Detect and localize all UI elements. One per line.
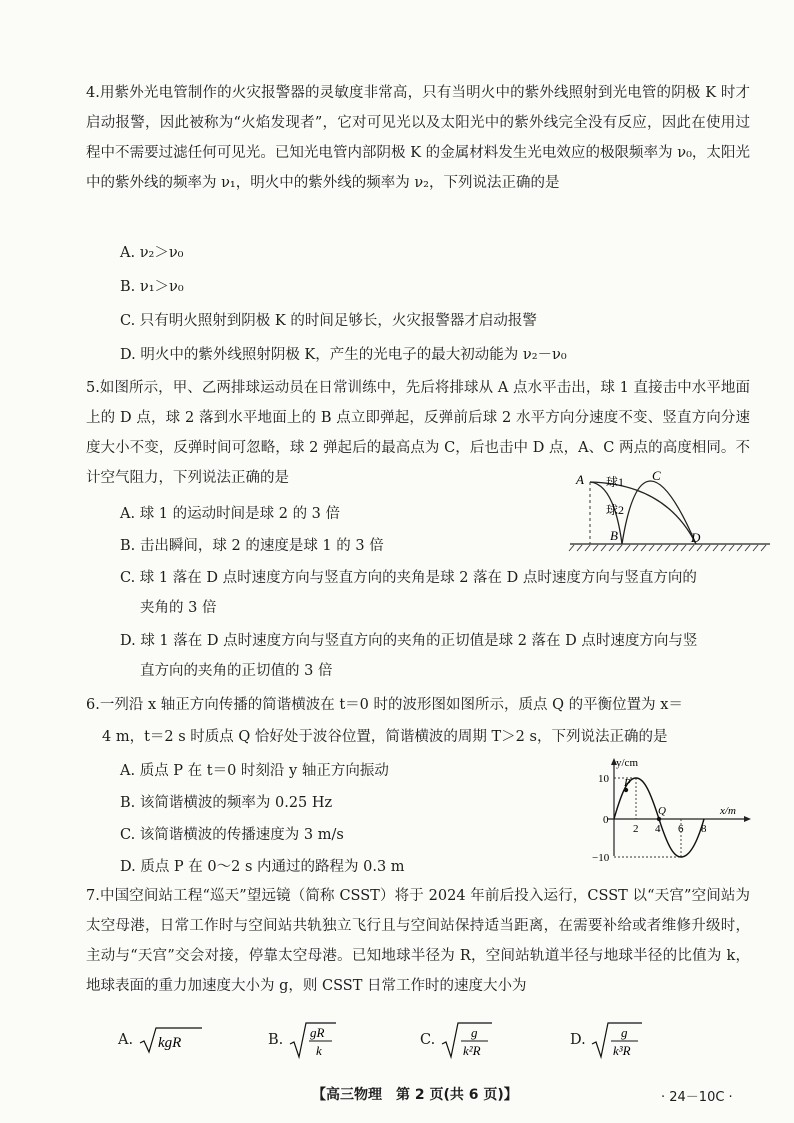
q5-stem: 5.如图所示，甲、乙两排球运动员在日常训练中，先后将排球从 A 点水平击出，球 1 直接击中水平地面上的 D 点，球 2 落到水平地面上的 B 点立即弹起，反弹前后球 2 水平方向分速度不变、竖直方向分速度大小不变，反弹时间可忽略，球 2 弹起后的最高点为 C，后也击中 D 点，A、C 两点的高度相同。不计空气阻力，下列说法正确的是: [86, 380, 750, 486]
label-ball1: 球1: [606, 475, 625, 489]
q7-option-a-label: A.: [118, 1032, 134, 1048]
sqrt-symbol-a: [138, 1025, 204, 1055]
q7-option-b-num: gR: [309, 1025, 325, 1040]
q7-stem: 7.中国空间站工程“巡天”望远镜（简称 CSST）将于 2024 年前后投入运行，CSST 以“天宫”空间站为太空母港，日常工作时与空间站共轨独立飞行且与空间站保持适当距离，在需要补给或者维修升级时，主动与“天宫”交会对接，停靠太空母港。已知地球半径为 R，空间站轨道半径与地球半径的比值为 k，地球表面的重力加速度大小为 g，则 CSST 日常工作时的速度大小为: [86, 888, 750, 994]
q7-option-c: [420, 1020, 496, 1060]
ball2-trajectory-bounce: [622, 481, 696, 544]
point-q: [657, 817, 661, 821]
q5-option-c-line2: 夹角的 3 倍: [140, 600, 217, 616]
q4-option-a: A. ν₂＞ν₀: [120, 245, 184, 261]
q7-option-b-label: B.: [268, 1032, 284, 1048]
x-tick-2: 2: [633, 823, 639, 835]
q4-option-c: C. 只有明火照射到阴极 K 的时间足够长，火灾报警器才启动报警: [120, 313, 537, 329]
q7-option-d: [570, 1020, 646, 1060]
label-p: P: [624, 777, 631, 789]
q7-option-b: [268, 1020, 340, 1060]
x-tick-4: 4: [655, 823, 661, 835]
q5-option-d-line2: 直方向的夹角的正切值的 3 倍: [140, 663, 333, 679]
y-axis-label: y/cm: [616, 757, 638, 769]
q7-option-d-num: g: [621, 1025, 628, 1040]
x-tick-6: 6: [678, 823, 684, 835]
sqrt-symbol-d: [590, 1020, 646, 1060]
page-footer-title: 【高三物理 第 2 页(共 6 页)】: [312, 1087, 518, 1103]
q4-option-d: D. 明火中的紫外线照射阴极 K，产生的光电子的最大初动能为 ν₂－ν₀: [120, 347, 567, 363]
x-tick-8: 8: [701, 823, 707, 835]
y-tick-0: 0: [603, 814, 609, 826]
q6-option-a: A. 质点 P 在 t＝0 时刻沿 y 轴正方向振动: [120, 763, 389, 779]
q6-option-b: B. 该简谐横波的频率为 0.25 Hz: [120, 795, 333, 811]
q5-option-c-line1: C. 球 1 落在 D 点时速度方向与竖直方向的夹角是球 2 落在 D 点时速度方向与竖直方向的: [120, 570, 697, 586]
q6-wave-graph: [586, 756, 756, 868]
q7-option-b-den: k: [315, 1043, 322, 1058]
label-ball2: 球2: [606, 503, 625, 517]
q4-option-b: B. ν₁＞ν₀: [120, 279, 184, 295]
q7-option-a: [118, 1020, 204, 1060]
q7-option-c-label: C.: [420, 1032, 436, 1048]
q6-option-d: D. 质点 P 在 0～2 s 内通过的路程为 0.3 m: [120, 859, 405, 875]
q5-trajectory-figure: [566, 468, 772, 552]
label-q: Q: [658, 805, 666, 817]
x-axis-label: x/m: [720, 805, 736, 817]
y-tick-10: 10: [598, 773, 609, 785]
q7-option-d-den: k³R: [613, 1043, 631, 1058]
sqrt-symbol-c: [440, 1020, 496, 1060]
q5-option-d-line1: D. 球 1 落在 D 点时速度方向与竖直方向的夹角的正切值是球 2 落在 D 点时速度方向与竖: [120, 633, 698, 649]
label-b: B: [610, 528, 618, 543]
q6-stem-line1: 6.一列沿 x 轴正方向传播的简谐横波在 t＝0 时的波形图如图所示，质点 Q 的平衡位置为 x＝: [86, 697, 683, 713]
q6-option-c: C. 该简谐横波的传播速度为 3 m/s: [120, 827, 344, 843]
q6-stem-line2: 4 m，t＝2 s 时质点 Q 恰好处于波谷位置，简谐横波的周期 T＞2 s，下列说法正确的是: [102, 729, 668, 745]
q7-option-d-label: D.: [570, 1032, 586, 1048]
q5-option-a: A. 球 1 的运动时间是球 2 的 3 倍: [120, 506, 341, 522]
page-footer-code: · 24－10C ·: [661, 1090, 733, 1105]
label-a: A: [576, 472, 584, 487]
y-tick-neg10: −10: [592, 852, 610, 864]
label-c: C: [652, 468, 661, 483]
sqrt-symbol-b: [288, 1020, 340, 1060]
label-d: D: [691, 530, 701, 545]
q5-option-b: B. 击出瞬间，球 2 的速度是球 1 的 3 倍: [120, 538, 384, 554]
q7-option-c-den: k²R: [462, 1043, 481, 1058]
q7-option-a-radicand: kgR: [157, 1035, 182, 1051]
q7-option-c-num: g: [470, 1025, 478, 1040]
q4-stem: 4.用紫外光电管制作的火灾报警器的灵敏度非常高，只有当明火中的紫外线照射到光电管的阴极 K 时才启动报警，因此被称为“火焰发现者”，它对可见光以及太阳光中的紫外线完全没有反应，因此在使用过程中不需要过滤任何可见光。已知光电管内部阴极 K 的金属材料发生光电效应的极限频率为 ν₀，太阳光中的紫外线的频率为 ν₁，明火中的紫外线的频率为 ν₂，下列说法正确的是: [86, 85, 750, 191]
